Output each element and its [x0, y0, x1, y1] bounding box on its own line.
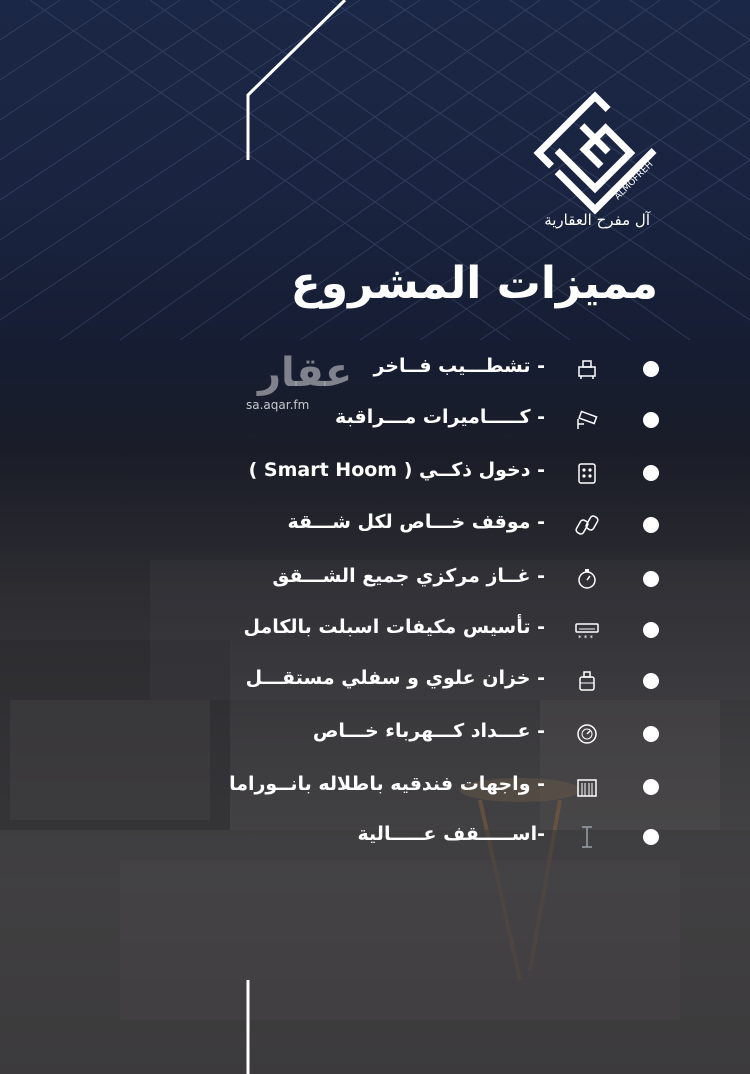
feature-item: [0, 508, 750, 544]
feature-text: - غــاز مركزي جميع الشـــقق: [272, 565, 545, 587]
security-camera-icon: [574, 407, 600, 433]
parking-icon: [574, 512, 600, 538]
feature-item: [0, 820, 750, 856]
bullet-dot-icon: [643, 361, 659, 377]
feature-item: [0, 403, 750, 439]
bullet-dot-icon: [643, 829, 659, 845]
svg-text:* * *: * * *: [578, 634, 593, 642]
page-title: مميزات المشروع: [290, 258, 658, 309]
svg-text:ALMOFREH: ALMOFREH: [613, 159, 656, 203]
air-conditioner-icon: [574, 617, 600, 643]
feature-item: [0, 613, 750, 649]
bullet-dot-icon: [643, 465, 659, 481]
luxury-finish-icon: [574, 356, 600, 382]
bullet-dot-icon: [643, 412, 659, 428]
feature-item: [0, 770, 750, 806]
bullet-dot-icon: [643, 622, 659, 638]
gas-icon: [574, 566, 600, 592]
watermark-logo: عقار: [258, 350, 353, 396]
feature-item: [0, 664, 750, 700]
feature-text: - عـــداد كـــهرباء خـــاص: [312, 720, 545, 742]
bullet-dot-icon: [643, 571, 659, 587]
bullet-dot-icon: [643, 779, 659, 795]
feature-item: [0, 352, 750, 388]
feature-item: [0, 456, 750, 492]
smart-home-icon: [574, 460, 600, 486]
bullet-dot-icon: [643, 517, 659, 533]
bullet-dot-icon: [643, 726, 659, 742]
feature-text: - كـــــاميرات مـــراقبة: [334, 406, 545, 428]
feature-text: -اســـــقف عـــــالية: [357, 823, 545, 845]
feature-text: - تأسيس مكيفات اسبلت بالكامل: [243, 616, 545, 638]
hotel-facade-icon: [574, 774, 600, 800]
high-ceiling-icon: [574, 824, 600, 850]
water-tank-icon: [574, 668, 600, 694]
feature-text: - تشطـــيب فــاخر: [373, 355, 545, 377]
electric-meter-icon: [574, 721, 600, 747]
watermark-url: sa.aqar.fm: [246, 398, 310, 412]
feature-text: - خزان علوي و سفلي مستقـــل: [245, 667, 545, 689]
feature-item: [0, 717, 750, 753]
feature-text: - واجهات فندقيه باطلاله بانــوراما: [229, 773, 545, 795]
feature-text: - موقف خـــاص لكل شـــقة: [287, 511, 545, 533]
brand-name: آل مفرح العقارية: [544, 211, 650, 229]
feature-item: [0, 562, 750, 598]
bullet-dot-icon: [643, 673, 659, 689]
feature-text: - دخول ذكــي ( Smart Hoom ): [248, 459, 545, 481]
